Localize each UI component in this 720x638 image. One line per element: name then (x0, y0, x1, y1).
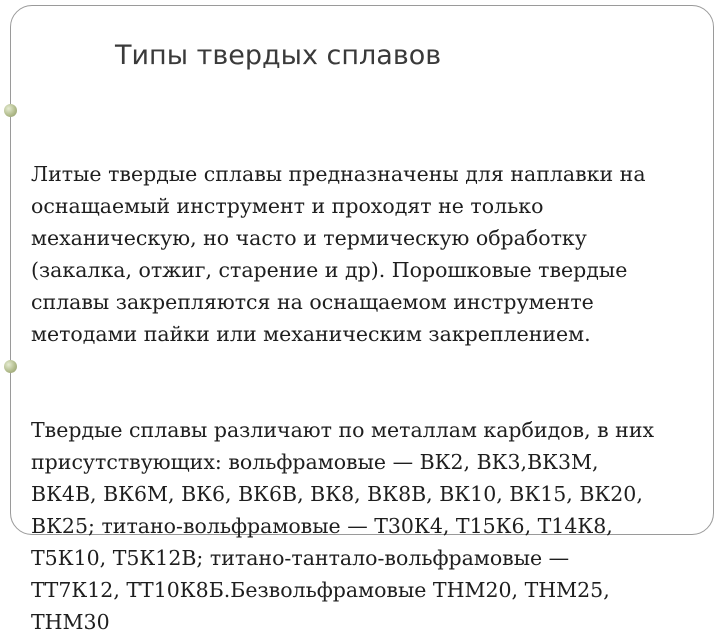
slide-title: Типы твердых сплавов (115, 40, 442, 71)
bullet-item-cast-alloys (0, 94, 708, 350)
bullet-text: Твердые сплавы различают по металлам карбидов, в них присутствующих: вольфрамовые — ВК2, ВК3,ВК3М, ВК4В, ВК6М, ВК6, ВК6В, ВК8, ВК8В, ВК10, ВК15, ВК20, ВК25; титано-вольфрамовые — Т30К4, Т15К6, Т14К8, Т5К10, Т5К12В; титано-тантало-вольфрамовые — ТТ7К12, ТТ10К8Б.Безвольфрамовые ТНМ20, ТНМ25, ТНМ30 (31, 418, 655, 634)
bullet-text: Литые твердые сплавы предназначены для наплавки на оснащаемый инструмент и проходят не только механическую, но часто и термическую обработку (закалка, отжиг, старение и др). Порошковые твердые сплавы закрепляются на оснащаемом инструменте методами пайки или механическим закреплением. (31, 162, 646, 346)
bullet-list (0, 94, 708, 638)
bullet-icon (4, 104, 17, 117)
bullet-item-carbide-metals (0, 350, 708, 638)
bullet-icon (4, 360, 17, 373)
